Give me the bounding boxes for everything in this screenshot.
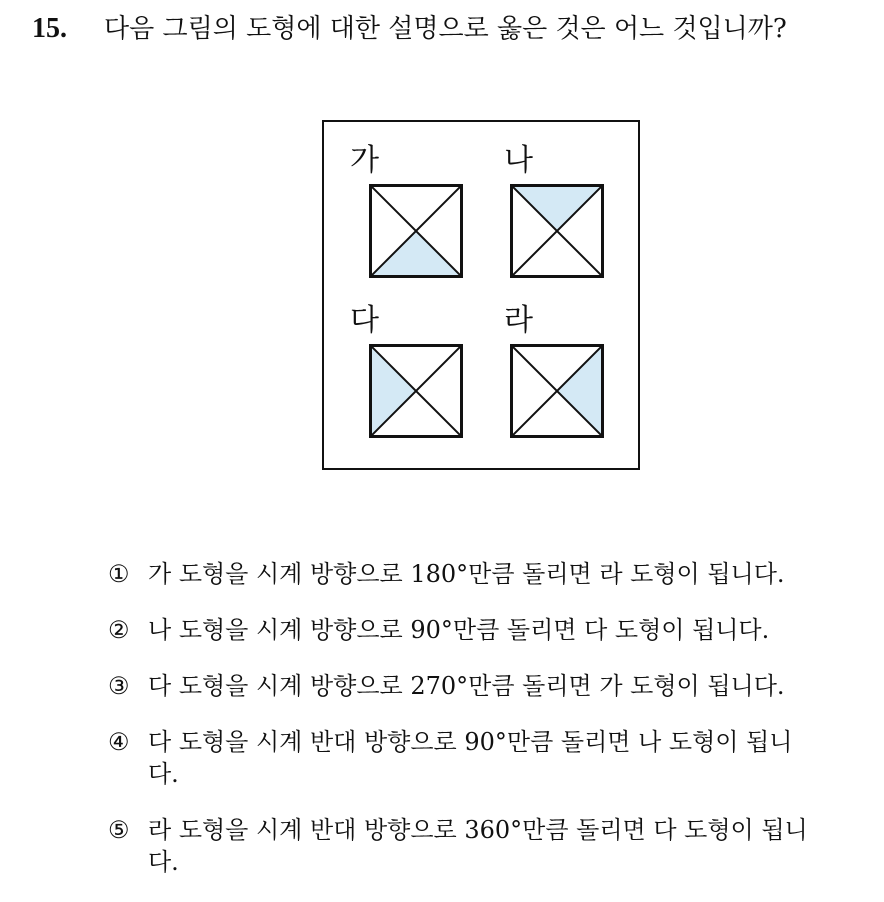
- shaded-triangle: [557, 344, 604, 438]
- shaded-triangle: [369, 344, 416, 438]
- square-x-shape: [510, 344, 604, 438]
- shaded-triangle: [510, 184, 604, 231]
- figure-label-da: 다: [350, 303, 379, 338]
- square-x-shape: [369, 344, 463, 438]
- question-number: 15.: [32, 13, 67, 44]
- question: [32, 12, 787, 46]
- figure-label-na: 나: [504, 143, 533, 178]
- option-4[interactable]: [108, 726, 848, 790]
- option-text: 라 도형을 시계 반대 방향으로 360°만큼 돌리면 다 도형이 됩니다.: [148, 816, 808, 876]
- square-x-shape: [510, 184, 604, 278]
- option-2[interactable]: [108, 614, 848, 646]
- figure-box: [322, 120, 640, 470]
- tile-ga: [369, 184, 463, 278]
- shaded-triangle: [369, 231, 463, 278]
- figure-label-ra: 라: [504, 303, 533, 338]
- question-text: 다음 그림의 도형에 대한 설명으로 옳은 것은 어느 것입니까?: [104, 14, 787, 44]
- tile-ra: [510, 344, 604, 438]
- option-marker: ①: [108, 560, 130, 588]
- option-text: 다 도형을 시계 반대 방향으로 90°만큼 돌리면 나 도형이 됩니다.: [148, 728, 793, 788]
- square-x-shape: [369, 184, 463, 278]
- option-marker: ②: [108, 616, 130, 644]
- tile-da: [369, 344, 463, 438]
- option-marker: ⑤: [108, 816, 130, 844]
- figure-label-ga: 가: [350, 143, 379, 178]
- option-text: 다 도형을 시계 방향으로 270°만큼 돌리면 가 도형이 됩니다.: [148, 672, 785, 700]
- option-marker: ④: [108, 728, 130, 756]
- answer-options: [108, 558, 848, 902]
- option-1[interactable]: [108, 558, 848, 590]
- option-marker: ③: [108, 672, 130, 700]
- option-3[interactable]: [108, 670, 848, 702]
- option-text: 가 도형을 시계 방향으로 180°만큼 돌리면 라 도형이 됩니다.: [148, 560, 785, 588]
- tile-na: [510, 184, 604, 278]
- option-text: 나 도형을 시계 방향으로 90°만큼 돌리면 다 도형이 됩니다.: [148, 616, 770, 644]
- option-5[interactable]: [108, 814, 848, 878]
